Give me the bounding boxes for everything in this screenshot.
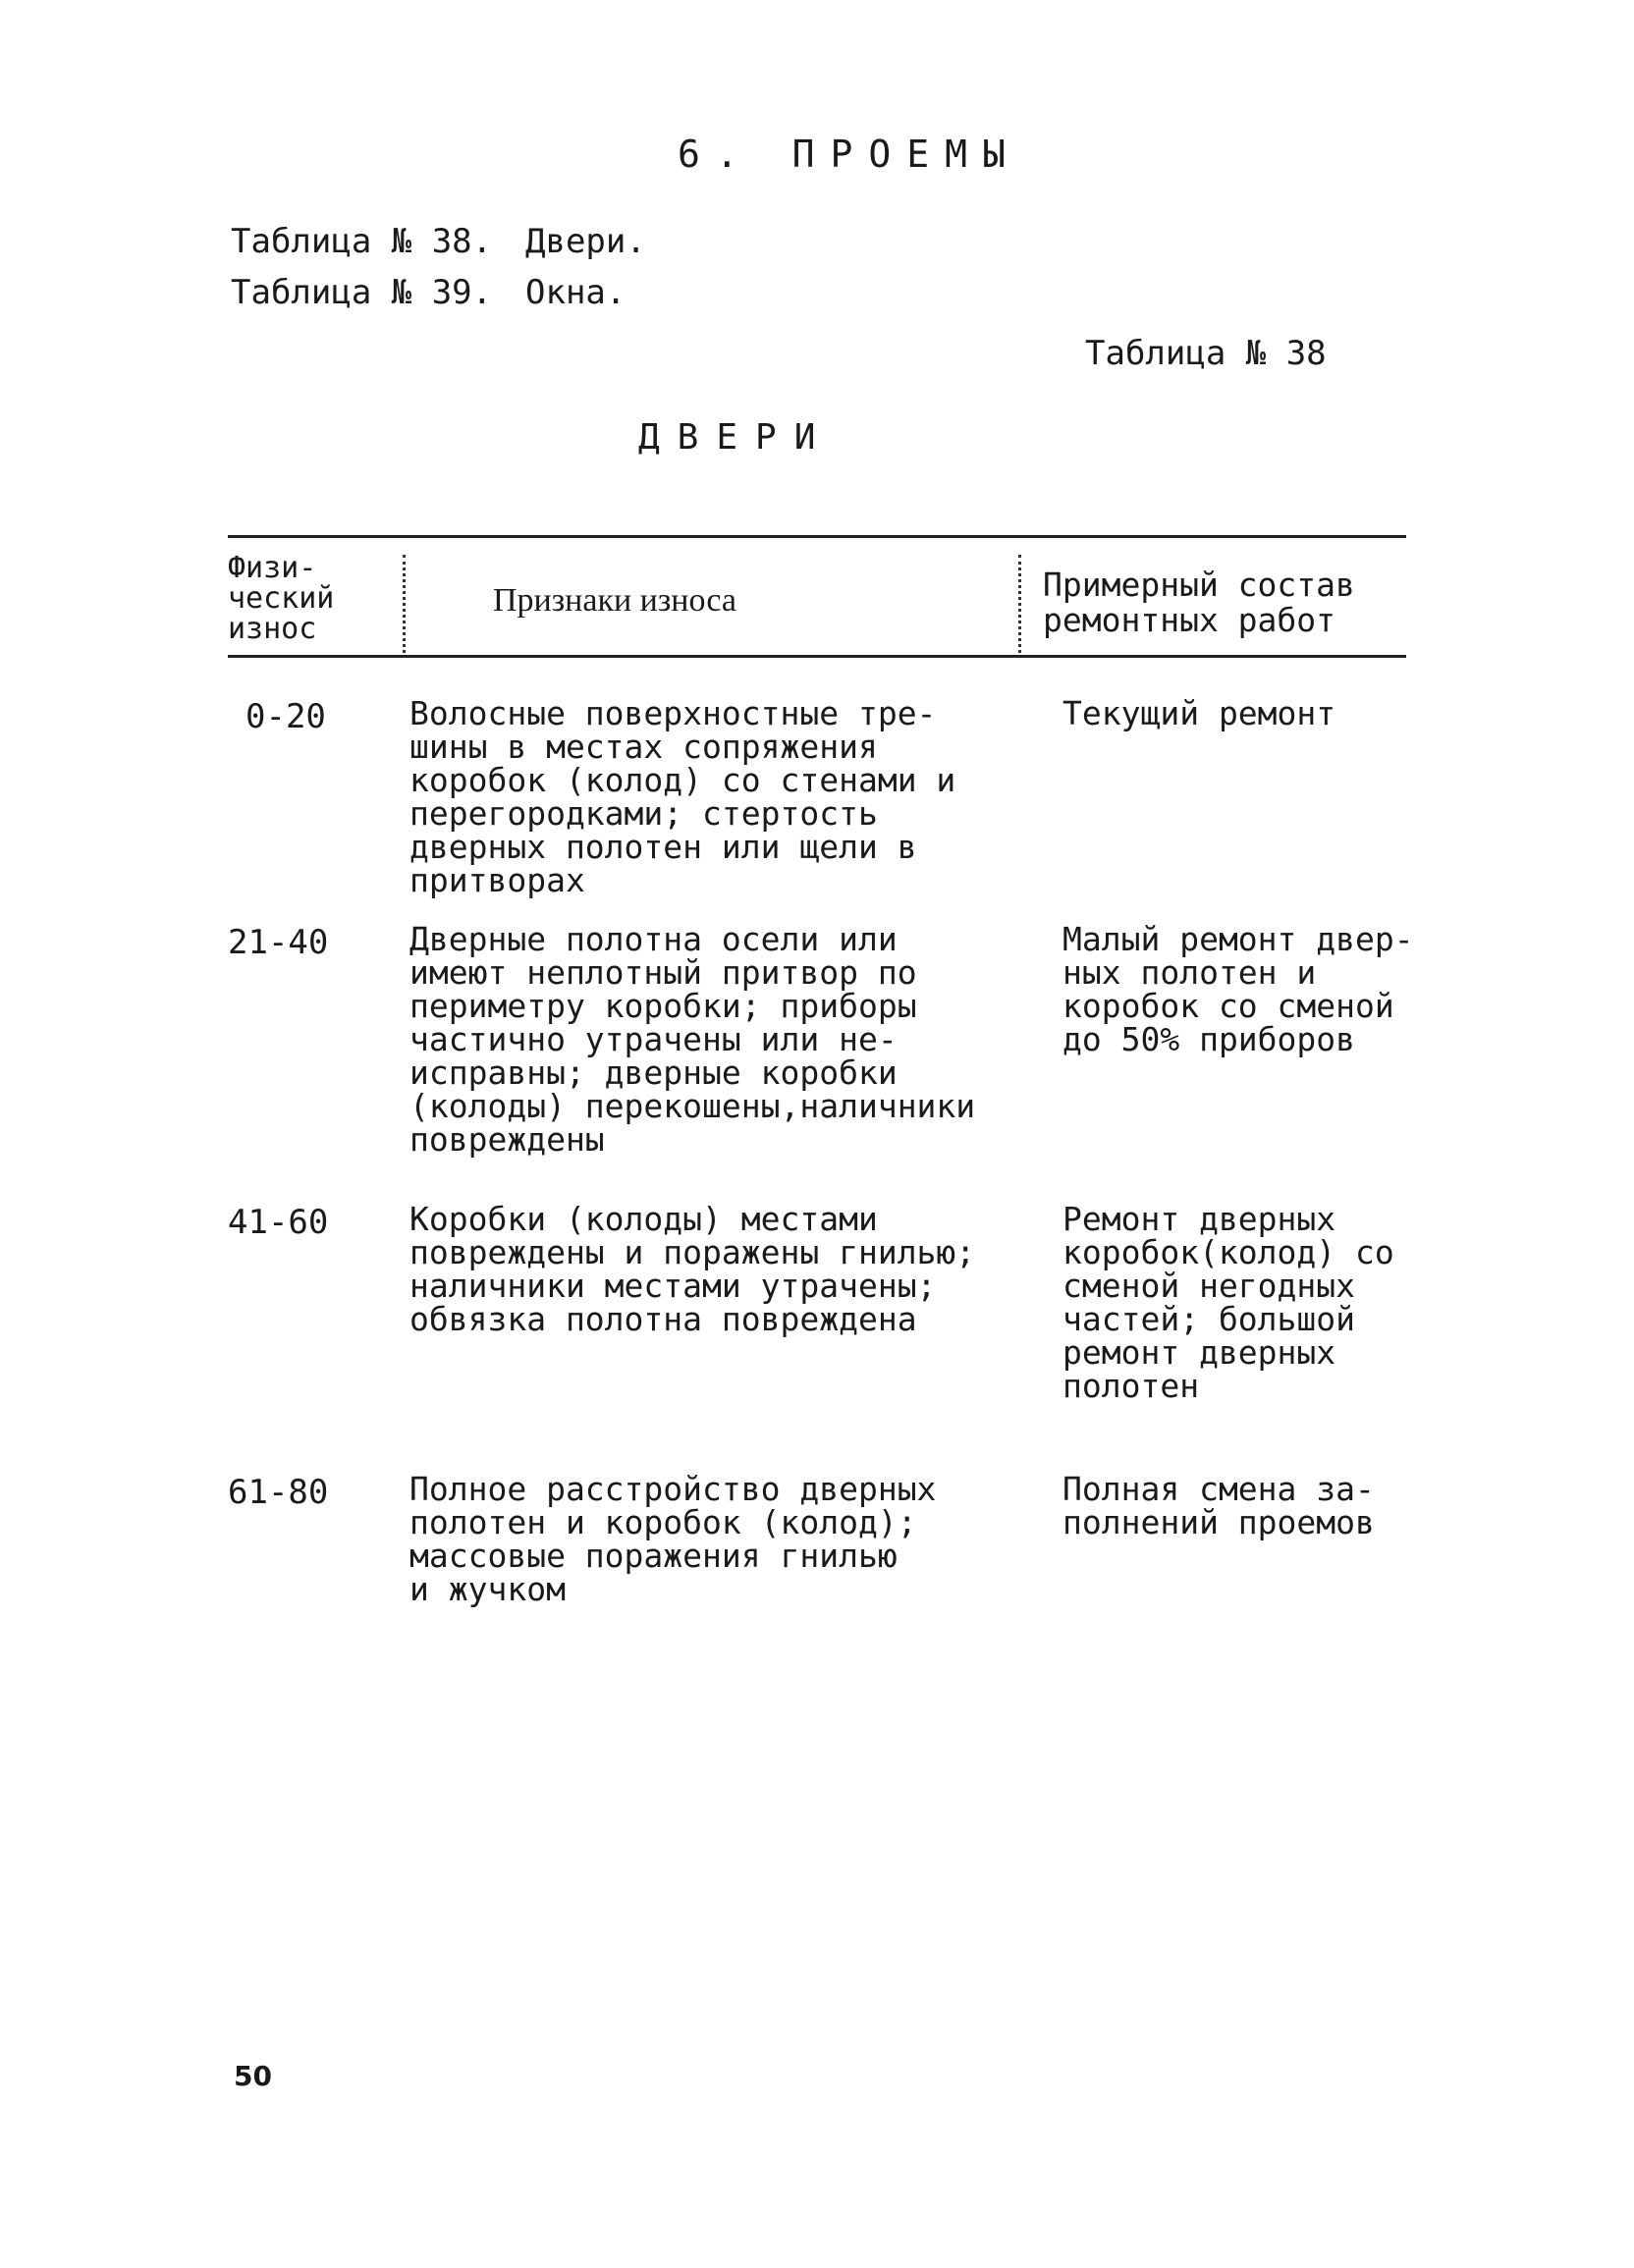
row-signs-line: наличники местами утрачены;	[409, 1267, 937, 1305]
header-top-rule	[228, 535, 1406, 538]
row-signs-line: шины в местах сопряжения	[409, 728, 878, 766]
table-header	[228, 535, 1406, 661]
header-works	[1043, 567, 1355, 638]
header-separator	[1018, 555, 1023, 653]
header-works-line: Примерный состав	[1043, 566, 1355, 604]
row-signs-line: перегородками; стертость	[409, 794, 878, 833]
row-works-line: коробок(колод) со	[1062, 1233, 1394, 1271]
row-works-line: ремонт дверных	[1062, 1333, 1336, 1372]
row-signs-line: Волосные поверхностные тре-	[409, 694, 937, 732]
row-works-line: сменой негодных	[1062, 1267, 1356, 1305]
row-works-line: частей; большой	[1062, 1300, 1356, 1338]
row-wear: 41-60	[228, 1203, 329, 1242]
section-title: 6. ПРОЕМЫ	[678, 133, 1021, 176]
header-signs: Признаки износа	[493, 582, 736, 619]
header-wear-line: ческий	[228, 581, 335, 616]
toc-item	[231, 216, 646, 267]
row-signs-line: (колоды) перекошены,наличники	[409, 1087, 976, 1125]
row-works	[1062, 1200, 1426, 1405]
row-signs-line: массовые поражения гнилью	[409, 1537, 898, 1575]
header-wear-line: износ	[228, 612, 317, 646]
table-number: Таблица № 38	[1085, 334, 1327, 373]
row-signs-line: притворах	[409, 861, 585, 899]
table-title: ДВЕРИ	[638, 417, 834, 458]
row-signs-line: повреждены	[409, 1120, 605, 1159]
row-signs	[409, 1470, 1018, 1608]
toc-item-label: Двери.	[525, 222, 646, 261]
row-works-line: Полная смена за-	[1062, 1470, 1375, 1508]
page-number: 50	[234, 2060, 272, 2092]
row-signs-line: коробок (колод) со стенами и	[409, 761, 956, 799]
row-works-line: Малый ремонт двер-	[1062, 920, 1414, 958]
header-works-line: ремонтных работ	[1043, 601, 1336, 639]
row-works	[1062, 694, 1426, 732]
row-wear: 0-20	[245, 697, 326, 736]
row-works-line: Ремонт дверных	[1062, 1200, 1336, 1238]
row-signs-line: Дверные полотна осели или	[409, 920, 898, 958]
row-signs	[409, 694, 1018, 899]
table-of-contents	[231, 216, 646, 318]
row-signs-line: частично утрачены или не-	[409, 1020, 898, 1058]
row-wear: 61-80	[228, 1473, 329, 1512]
row-works	[1062, 1470, 1426, 1541]
row-works-line: полнений проемов	[1062, 1503, 1375, 1541]
header-bottom-rule	[228, 655, 1406, 658]
row-signs-line: Полное расстройство дверных	[409, 1470, 937, 1508]
header-separator	[403, 555, 408, 653]
header-wear	[228, 553, 385, 644]
row-signs-line: исправны; дверные коробки	[409, 1053, 898, 1092]
toc-item-number: Таблица № 39.	[231, 273, 493, 312]
row-works-line: полотен	[1062, 1367, 1200, 1405]
row-works-line: до 50% приборов	[1062, 1020, 1356, 1058]
toc-item-number: Таблица № 38.	[231, 222, 493, 261]
row-works	[1062, 920, 1426, 1058]
row-signs	[409, 1200, 1018, 1338]
header-wear-line: Физи-	[228, 551, 317, 585]
row-wear: 21-40	[228, 923, 329, 962]
row-signs	[409, 920, 1018, 1159]
toc-item	[231, 267, 646, 318]
row-works-line: ных полотен и	[1062, 953, 1317, 992]
row-signs-line: повреждены и поражены гнилью;	[409, 1233, 976, 1271]
row-signs-line: и жучком	[409, 1570, 566, 1608]
row-signs-line: полотен и коробок (колод);	[409, 1503, 917, 1541]
row-works-line: Текущий ремонт	[1062, 694, 1336, 732]
toc-item-label: Окна.	[525, 273, 626, 312]
row-works-line: коробок со сменой	[1062, 987, 1394, 1025]
row-signs-line: имеют неплотный притвор по	[409, 953, 917, 992]
row-signs-line: периметру коробки; приборы	[409, 987, 917, 1025]
row-signs-line: дверных полотен или щели в	[409, 828, 917, 866]
row-signs-line: Коробки (колоды) местами	[409, 1200, 878, 1238]
row-signs-line: обвязка полотна повреждена	[409, 1300, 917, 1338]
